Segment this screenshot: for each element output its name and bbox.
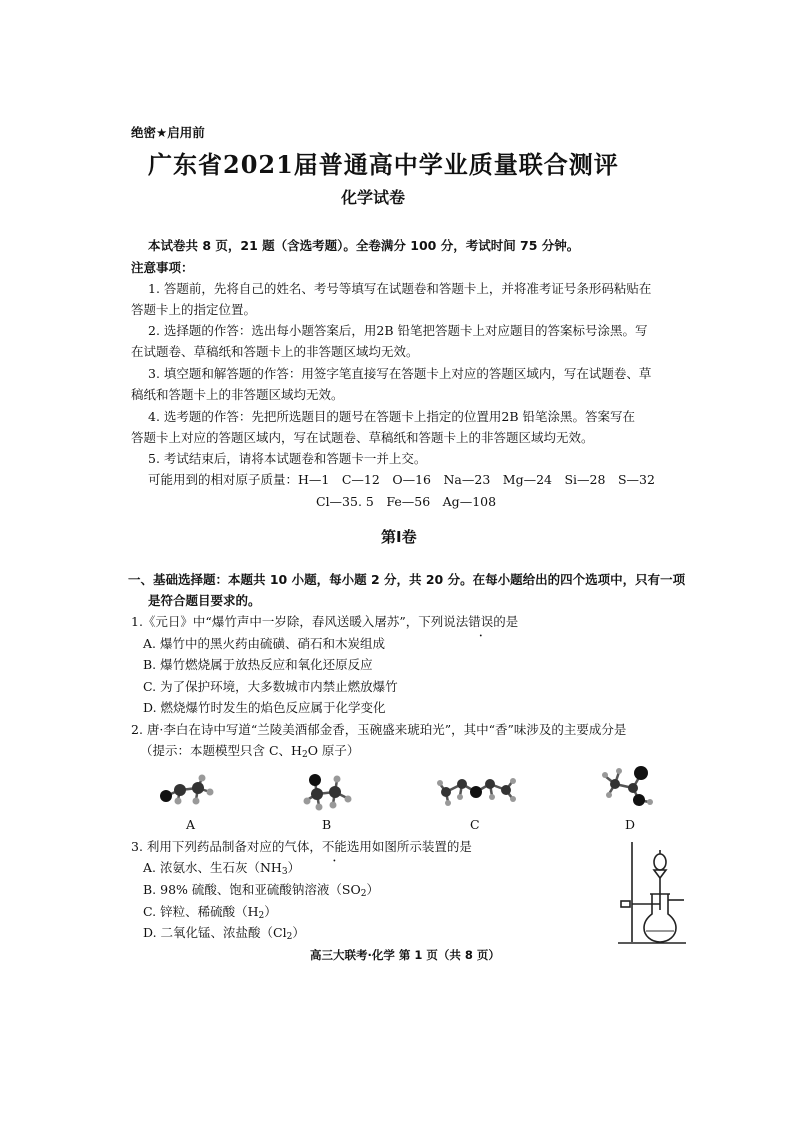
exam-subtitle: 化学试卷 [341, 188, 406, 207]
note-4-line-2: 答题卡上对应的答题区域内，写在试题卷、草稿纸和答题卡上的非答题区域均无效。 [131, 430, 594, 445]
atomic-masses-line-2: Cl—35. 5 Fe—56 Ag—108 [316, 494, 497, 509]
molecule-model-a [150, 770, 220, 815]
question-1-option-b: B. 爆竹燃烧属于放热反应和氧化还原反应 [143, 657, 373, 672]
note-2-line-1: 2. 选择题的作答：选出每小题答案后，用2B 铅笔把答题卡上对应题目的答案标号涂黑。写 [148, 323, 648, 338]
exam-title: 广东省2021届普通高中学业质量联合测评 [148, 150, 619, 179]
question-1-option-c: C. 为了保护环境，大多数城市内禁止燃放爆竹 [143, 679, 398, 694]
note-1-line-2: 答题卡上的指定位置。 [131, 302, 257, 317]
question-3-option-c-text: C. 锌粒、稀硫酸（H [143, 904, 259, 919]
question-3-option-a-close: ） [287, 860, 301, 875]
gas-generation-apparatus [614, 838, 689, 950]
question-3-option-b-close: ） [366, 882, 379, 897]
question-3-option-b-text: B. 98% 硫酸、饱和亚硫酸钠溶液（SO [143, 882, 361, 897]
question-1-emphasis: 错误 [468, 614, 494, 629]
part1-instruction-line-1: 一、基础选择题：本题共 10 小题，每小题 2 分，共 20 分。在每小题给出的四个选项中，只有一项 [128, 572, 686, 587]
model-label-d: D [625, 817, 636, 832]
question-2-hint [140, 740, 359, 766]
question-3-option-a-sub: 3 [281, 867, 288, 877]
note-1-line-1: 1. 答题前，先将自己的姓名、考号等填写在试题卷和答题卡上，并将准考证号条形码粘贴在 [148, 281, 652, 296]
question-2-hint-sub: 2 [301, 750, 308, 760]
question-1-option-d: D. 燃烧爆竹时发生的焰色反应属于化学变化 [143, 700, 386, 715]
question-3-option-c-close: ） [264, 904, 277, 919]
question-2-stem: 2. 唐·李白在诗中写道“兰陵美酒郁金香，玉碗盛来琥珀光”，其中“香”味涉及的主要成分是 [131, 722, 627, 737]
note-4-line-1: 4. 选考题的作答：先把所选题目的题号在答题卡上指定的位置用2B 铅笔涂黑。答案写在 [148, 409, 636, 424]
molecule-model-c [432, 770, 522, 815]
note-5: 5. 考试结束后，请将本试题卷和答题卡一并上交。 [148, 451, 427, 466]
model-label-a: A [186, 817, 196, 832]
question-3-option-d-text: D. 二氧化锰、浓盐酸（Cl [143, 925, 287, 940]
exam-intro: 本试卷共 8 页，21 题（含选考题）。全卷满分 100 分，考试时间 75 分钟。 [148, 238, 580, 253]
question-3-option-c-sub: 2 [258, 911, 265, 921]
note-2-line-2: 在试题卷、草稿纸和答题卡上的非答题区域均无效。 [131, 344, 419, 359]
note-3-line-2: 稿纸和答题卡上的非答题区域均无效。 [131, 387, 344, 402]
question-1-stem-start: 1.《元日》中“爆竹声中一岁除，春风送暖入屠苏”，下列说法 [131, 614, 469, 629]
question-3-emphasis: 不能 [321, 839, 347, 854]
confidential-label: 绝密★启用前 [131, 125, 205, 140]
molecule-model-b [295, 768, 360, 816]
question-3-option-a-text: A. 浓氨水、生石灰（NH [143, 860, 282, 875]
question-3-option-d-close: ） [292, 925, 305, 940]
page-footer: 高三大联考·化学 第 1 页（共 8 页） [310, 948, 500, 962]
question-3-option-d-sub: 2 [286, 932, 293, 942]
question-1-option-a: A. 爆竹中的黑火药由硫磺、硝石和木炭组成 [143, 636, 385, 651]
question-1-stem [131, 611, 518, 633]
model-label-b: B [322, 817, 332, 832]
part1-instruction-line-2: 是符合题目要求的。 [148, 593, 261, 608]
question-2-hint-end: O 原子） [307, 743, 360, 758]
model-label-c: C [470, 817, 480, 832]
note-3-line-1: 3. 填空题和解答题的作答：用签字笔直接写在答题卡上对应的答题区域内，写在试题卷、草 [148, 366, 652, 381]
question-3-stem-end: 选用如图所示装置的是 [346, 839, 472, 854]
question-3-option-d [143, 922, 305, 948]
question-1-stem-end: 的是 [493, 614, 519, 629]
question-3-stem-start: 3. 利用下列药品制备对应的气体， [131, 839, 322, 854]
section-title: 第Ⅰ卷 [381, 528, 417, 546]
atomic-masses-line-1: 可能用到的相对原子质量：H—1 C—12 O—16 Na—23 Mg—24 Si—28 S—32 [148, 472, 655, 487]
question-3-stem [131, 836, 472, 858]
question-3-option-b-sub: 2 [360, 889, 367, 899]
molecule-model-d [593, 760, 663, 815]
question-2-hint-start: （提示：本题模型只含 C、H [140, 743, 302, 758]
notes-heading: 注意事项： [131, 260, 194, 275]
